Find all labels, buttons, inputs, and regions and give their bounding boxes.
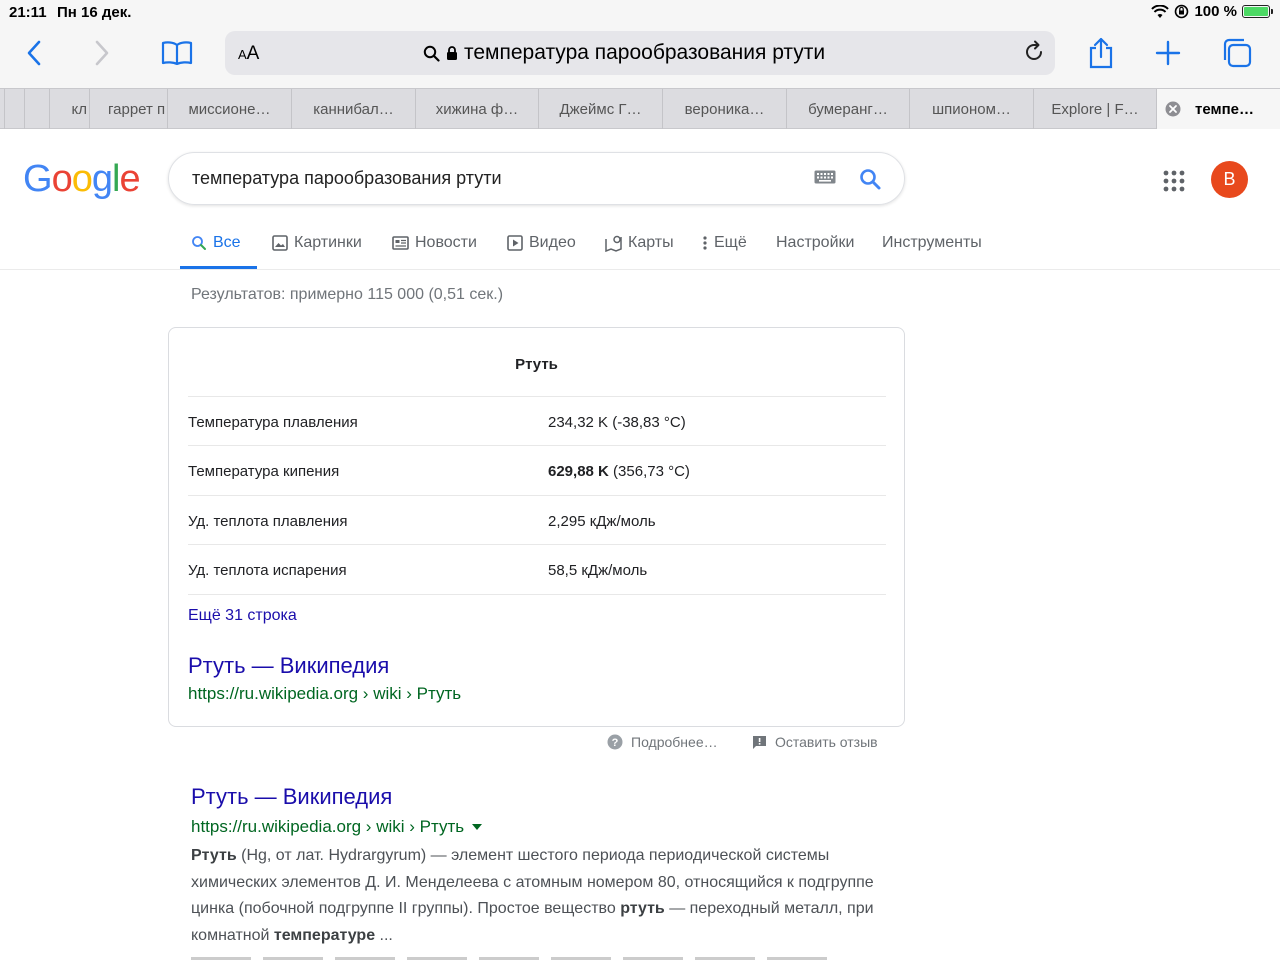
row-value: 2,295 кДж/моль: [548, 513, 656, 530]
tab-video[interactable]: Видео: [507, 234, 576, 252]
table-row: [188, 495, 886, 545]
tab[interactable]: кл: [49, 89, 89, 129]
status-date: Пн 16 дек.: [57, 4, 132, 21]
feedback-link[interactable]: Оставить отзыв: [752, 734, 878, 750]
tab[interactable]: бумеранг…: [786, 89, 909, 129]
forward-button[interactable]: [80, 34, 124, 72]
tab[interactable]: [24, 89, 49, 129]
row-divider: [188, 594, 886, 595]
reader-view-button[interactable]: AA: [238, 43, 260, 64]
tab-news[interactable]: Новости: [392, 234, 477, 252]
row-key: Уд. теплота испарения: [188, 562, 347, 579]
search-input[interactable]: температура парообразования ртути: [192, 168, 502, 188]
more-rows-link[interactable]: Ещё 31 строка: [188, 607, 297, 624]
caret-down-icon[interactable]: [472, 824, 482, 830]
row-value: 234,32 K (-38,83 °C): [548, 414, 686, 431]
tab[interactable]: хижина ф…: [415, 89, 538, 129]
plus-icon: [1155, 40, 1181, 66]
result-url[interactable]: https://ru.wikipedia.org › wiki › Ртуть: [191, 817, 482, 837]
tab[interactable]: миссионе…: [167, 89, 291, 129]
result-snippet: Ртуть (Hg, от лат. Hydrargyrum) — элемент шестого периода периодической системы химических элементов Д. И. Менделеева с атомным номером 80, относящийся к подгруппе цинка (побочной подгруппе II группы). Простое вещество ртуть — переходный металл, при комнатной температуре ...: [191, 847, 874, 944]
active-tab-indicator: [180, 266, 257, 269]
tab[interactable]: Джеймс Г…: [538, 89, 662, 129]
lock-icon: [446, 45, 458, 61]
map-icon: [605, 235, 622, 252]
tab[interactable]: вероника…: [662, 89, 786, 129]
tabs-overview-button[interactable]: [1215, 34, 1259, 72]
share-icon: [1088, 37, 1114, 69]
row-value: 58,5 кДж/моль: [548, 562, 648, 579]
status-bar: [0, 0, 1280, 26]
tab-more[interactable]: Ещё: [702, 234, 747, 252]
about-snippet-link[interactable]: ? Подробнее…: [607, 734, 718, 750]
featured-snippet-card: [168, 327, 905, 727]
tab-tools[interactable]: Инструменты: [882, 234, 982, 251]
tabs-icon: [1221, 38, 1253, 68]
tab-all[interactable]: Все: [191, 234, 241, 252]
row-value: 629,88 K (356,73 °C): [548, 463, 690, 480]
table-row: [188, 544, 886, 594]
result-title[interactable]: Ртуть — Википедия: [191, 784, 393, 809]
table-row: [188, 396, 886, 446]
row-key: Температура кипения: [188, 463, 340, 480]
search-icon[interactable]: [858, 167, 882, 191]
keyboard-icon[interactable]: [814, 170, 836, 184]
image-icon: [272, 235, 288, 251]
tab-strip: [0, 88, 1280, 129]
avatar[interactable]: B: [1211, 161, 1248, 198]
battery-percent: 100 %: [1194, 3, 1237, 20]
play-icon: [507, 235, 523, 251]
table-row: [188, 445, 886, 495]
reload-button[interactable]: [1021, 39, 1047, 70]
search-box[interactable]: [168, 152, 905, 205]
chevron-left-icon: [27, 40, 41, 66]
tab-settings[interactable]: Настройки: [776, 234, 855, 251]
address-bar[interactable]: [225, 31, 1055, 75]
share-button[interactable]: [1079, 34, 1123, 72]
search-icon: [423, 45, 440, 62]
status-time: 21:11: [9, 4, 47, 21]
url-text: температура парообразования ртути: [464, 41, 826, 64]
tab[interactable]: каннибал…: [291, 89, 415, 129]
reload-icon: [1021, 39, 1047, 65]
wifi-icon: [1151, 5, 1169, 19]
tab-images[interactable]: Картинки: [272, 234, 362, 252]
tab-active[interactable]: темпе…: [1156, 89, 1280, 129]
card-result-url[interactable]: https://ru.wikipedia.org › wiki › Ртуть: [188, 684, 462, 703]
cut-off-text: [191, 952, 841, 960]
tab[interactable]: шпионом…: [909, 89, 1033, 129]
tab-maps[interactable]: Карты: [605, 234, 674, 252]
help-icon: [607, 734, 623, 750]
battery-icon: [1242, 5, 1270, 18]
new-tab-button[interactable]: [1146, 34, 1190, 72]
svg-text:?: ?: [611, 737, 619, 749]
search-icon: [191, 235, 207, 251]
news-icon: [392, 236, 409, 250]
close-tab-icon[interactable]: [1165, 101, 1181, 117]
card-title: Ртуть: [515, 356, 558, 373]
google-logo[interactable]: Google: [23, 158, 140, 200]
bookmarks-button[interactable]: [155, 34, 199, 72]
search-nav: [0, 222, 1280, 270]
card-result-title[interactable]: Ртуть — Википедия: [188, 653, 390, 678]
back-button[interactable]: [12, 34, 56, 72]
browser-toolbar: [0, 26, 1280, 88]
row-key: Температура плавления: [188, 414, 358, 431]
more-vertical-icon: [702, 235, 708, 251]
orientation-lock-icon: [1174, 4, 1189, 19]
tab[interactable]: [4, 89, 24, 129]
tab[interactable]: гаррет п: [89, 89, 167, 129]
feedback-icon: [752, 735, 767, 750]
tab[interactable]: Explore | F…: [1033, 89, 1156, 129]
row-key: Уд. теплота плавления: [188, 513, 348, 530]
status-right: [1151, 3, 1270, 20]
book-icon: [161, 41, 193, 65]
result-stats: Результатов: примерно 115 000 (0,51 сек.): [191, 286, 504, 303]
apps-grid-icon[interactable]: [1163, 170, 1185, 192]
chevron-right-icon: [95, 40, 109, 66]
